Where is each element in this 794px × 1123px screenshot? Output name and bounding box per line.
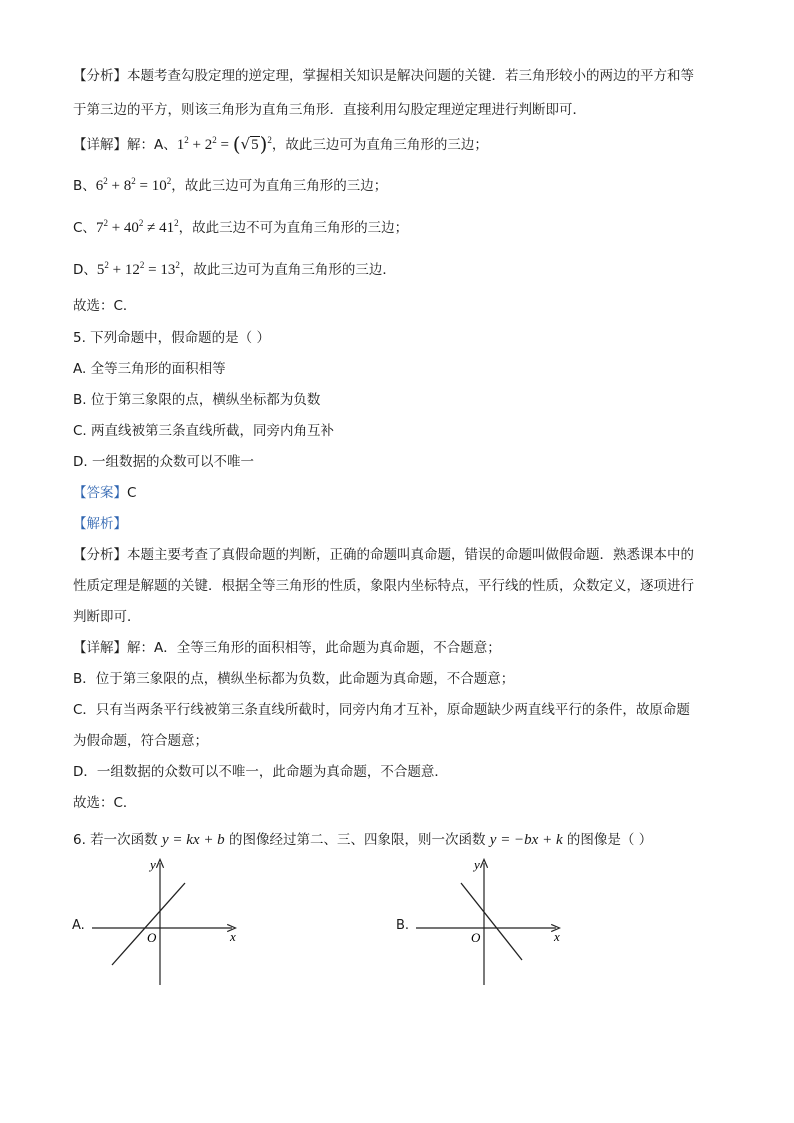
question-6-stem: 6. 若一次函数 y = kx + b 的图像经过第二、三、四象限，则一次函数 y = −bx + k 的图像是（ ）	[73, 832, 653, 848]
choice-line-4: 故选：C．	[73, 298, 137, 314]
question-5-option-d: D. 一组数据的众数可以不唯一	[73, 454, 254, 470]
detail-line-d: D、$5^2 + 12^2 = 13^2$，故此三边可为直角三角形的三边．	[73, 260, 396, 278]
equation-c: $7^2 + 40^2 \ne 41^2$	[95, 218, 179, 236]
answer-value: C	[127, 485, 137, 501]
q5-choice: 故选：C．	[73, 795, 137, 811]
question-5-option-c: C. 两直线被第三条直线所截，同旁内角互补	[73, 423, 335, 439]
q5-detail-a: 【详解】解：A．全等三角形的面积相等，此命题为真命题，不合题意；	[73, 640, 501, 656]
q5-analysis-line-3: 判断即可．	[73, 609, 141, 625]
line-a	[112, 883, 185, 965]
answer-line	[73, 483, 136, 503]
detail-line-c: C、$7^2 + 40^2 \ne 41^2$，故此三边不可为直角三角形的三边；	[73, 218, 409, 236]
q5-detail-c1: C．只有当两条平行线被第三条直线所截时，同旁内角才互补，原命题缺少两直线平行的条件，故原命题	[73, 702, 690, 718]
q5-analysis-line-2: 性质定理是解题的关键．根据全等三角形的性质，象限内坐标特点，平行线的性质，众数定义，逐项进行	[73, 578, 694, 594]
function-2: y = −bx + k	[489, 832, 563, 848]
option-a-label: A.	[72, 918, 85, 933]
origin-label: O	[147, 930, 157, 945]
function-1: y = kx + b	[161, 832, 225, 848]
equation-d: $5^2 + 12^2 = 13^2$	[96, 260, 180, 278]
option-b-graph	[414, 855, 574, 990]
analysis-tag: 【分析】	[73, 68, 127, 84]
equation-b: $6^2 + 8^2 = 10^2$	[95, 176, 172, 194]
question-5-option-a: A. 全等三角形的面积相等	[73, 361, 226, 377]
q5-detail-d: D．一组数据的众数可以不唯一，此命题为真命题，不合题意．	[73, 764, 448, 780]
answer-tag: 【答案】	[73, 485, 127, 501]
analysis-line-1: 【分析】本题考查勾股定理的逆定理，掌握相关知识是解决问题的关键．若三角形较小的两边的平方和等	[73, 68, 694, 84]
option-b-label: B.	[396, 918, 410, 933]
detail-line-a: 【详解】解：A、$1^2 + 2^2 = (√5)^2$，故此三边可为直角三角形的三边；	[73, 132, 488, 156]
detail-line-b: B、$6^2 + 8^2 = 10^2$，故此三边可为直角三角形的三边；	[73, 176, 388, 194]
q5-detail-c2: 为假命题，符合题意；	[73, 733, 208, 749]
q5-analysis-line-1: 【分析】本题主要考查了真假命题的判断，正确的命题叫真命题，错误的命题叫做假命题．熟悉课本中的	[73, 547, 694, 563]
y-axis-label: y	[150, 857, 156, 872]
equation-a: $1^2 + 2^2 = (√5)^2$	[176, 132, 272, 156]
x-axis-label: x	[230, 929, 236, 944]
origin-label: O	[471, 930, 481, 945]
y-axis-label: y	[474, 857, 480, 872]
question-5-stem: 5. 下列命题中，假命题的是（ ）	[73, 330, 270, 346]
line-b	[461, 883, 522, 960]
jiexi-tag: 【解析】	[73, 516, 127, 532]
analysis-line-2: 于第三边的平方，则该三角形为直角三角形．直接利用勾股定理逆定理进行判断即可．	[73, 102, 586, 118]
question-5-option-b: B. 位于第三象限的点，横纵坐标都为负数	[73, 392, 321, 408]
option-a-graph	[90, 855, 250, 990]
q5-detail-b: B．位于第三象限的点，横纵坐标都为负数，此命题为真命题，不合题意；	[73, 671, 515, 687]
x-axis-label: x	[554, 929, 560, 944]
